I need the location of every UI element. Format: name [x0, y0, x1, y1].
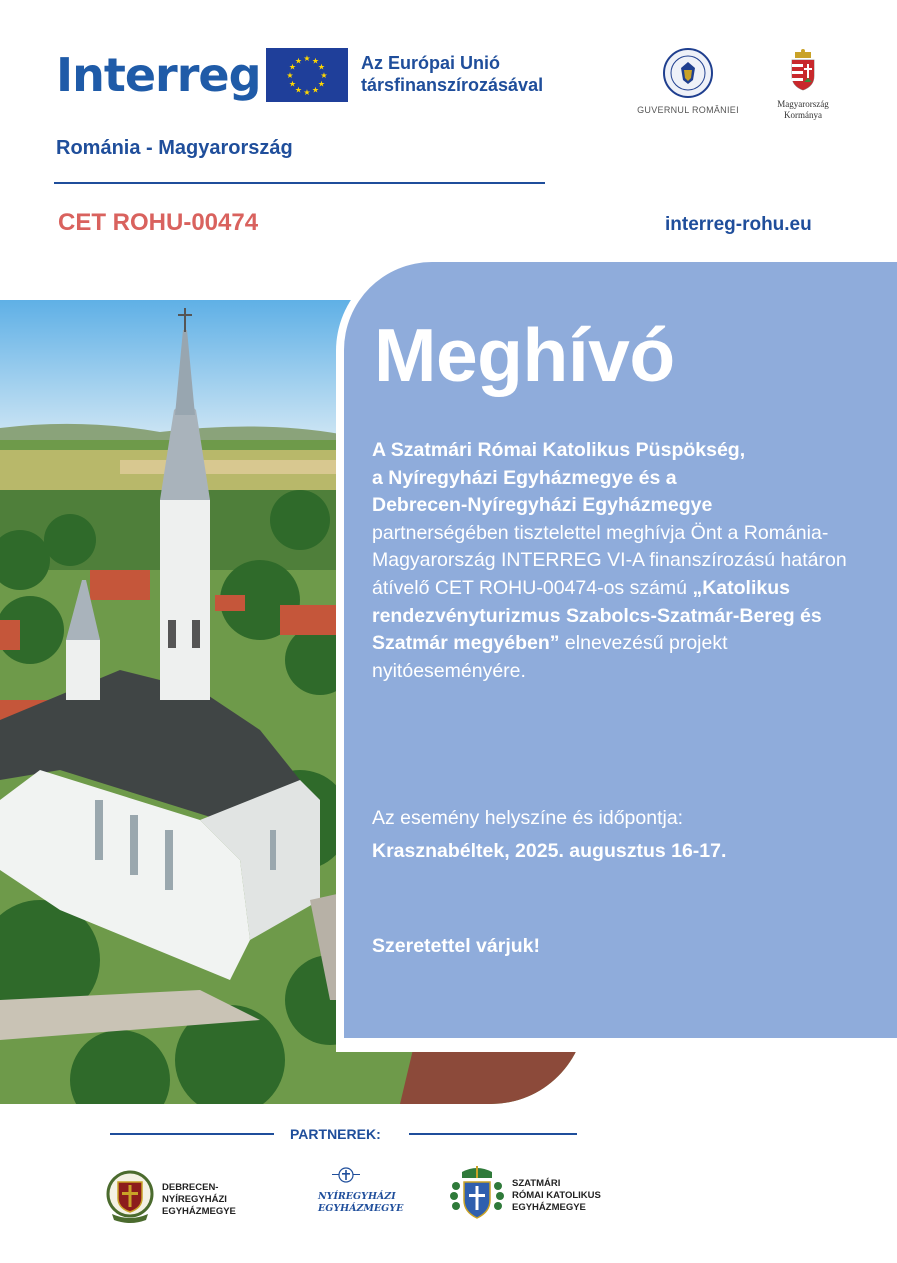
svg-text:★: ★ — [294, 85, 303, 95]
venue-label: Az esemény helyszíne és időpontja: — [372, 807, 684, 829]
partner-nyiregyhaza-line-1: NYÍREGYHÁZI — [318, 1191, 396, 1202]
gov-ro-label: GUVERNUL ROMÂNIEI — [637, 105, 739, 115]
host-line-2: a Nyíregyházi Egyházmegye és a — [372, 466, 677, 489]
gov-hu-line-1: Magyarország — [777, 99, 829, 109]
invitation-text-1: partnerségében tisztelettel meghívja Önt a Románia-Magyarország INTERREG VI-A finanszírozású határon átívelő CET ROHU-00474-os számú — [372, 521, 847, 599]
invitation-title: Meghívó — [374, 313, 675, 397]
eu-line-2: társfinanszírozásával — [361, 75, 544, 95]
partner-szatmar-line-1: SZATMÁRI — [512, 1178, 561, 1189]
host-line-1: A Szatmári Római Katolikus Püspökség, — [372, 439, 746, 461]
partners-label: PARTNEREK: — [290, 1126, 381, 1142]
header-divider — [54, 182, 545, 184]
invitation-body — [372, 437, 852, 685]
svg-text:★: ★ — [288, 62, 297, 72]
svg-text:★: ★ — [317, 62, 326, 72]
interreg-logo: Interreg — [56, 48, 261, 102]
website-link[interactable]: interreg-rohu.eu — [665, 214, 812, 235]
nyiregyhaza-emblem-icon — [331, 1166, 361, 1186]
hungarian-coat-of-arms-icon — [758, 48, 848, 97]
svg-text:★: ★ — [320, 71, 328, 80]
eu-line-1: Az Európai Unió — [361, 53, 500, 73]
svg-text:★: ★ — [311, 56, 320, 66]
svg-text:★: ★ — [286, 71, 294, 80]
romanian-government-logo — [634, 48, 742, 115]
event-details — [372, 802, 852, 868]
eu-cofinancing-text — [361, 52, 543, 96]
project-name: „Katolikus rendezvényturizmus Szabolcs-Szatmár-Bereg és Szatmár megyében” — [372, 576, 822, 655]
romanian-government-seal-icon — [663, 48, 713, 98]
partner-debrecen-line-1: DEBRECEN- — [162, 1182, 219, 1193]
svg-text:★: ★ — [317, 79, 326, 89]
venue-value: Krasznabéltek, 2025. augusztus 16-17. — [372, 840, 727, 862]
closing-line: Szeretettel várjuk! — [372, 935, 540, 957]
svg-text:★: ★ — [311, 85, 320, 95]
program-region: Románia - Magyarország — [56, 137, 293, 159]
partner-nyiregyhaza-line-2: EGYHÁZMEGYE — [318, 1203, 404, 1214]
partner-szatmar-crest-icon — [448, 1164, 506, 1229]
invitation-text-2: elnevezésű projekt nyitóeseményére. — [372, 632, 728, 682]
partner-szatmar-line-3: EGYHÁZMEGYE — [512, 1202, 586, 1213]
hungarian-government-logo — [758, 48, 848, 121]
partner-nyiregyhaza-logo — [318, 1166, 404, 1215]
partner-debrecen-line-3: EGYHÁZMEGYE — [162, 1206, 236, 1217]
svg-text:★: ★ — [303, 88, 311, 97]
svg-text:★: ★ — [303, 54, 311, 63]
partners-divider-left — [110, 1133, 274, 1135]
partners-divider-right — [409, 1133, 577, 1135]
svg-text:★: ★ — [294, 56, 303, 66]
svg-text:★: ★ — [288, 79, 297, 89]
eu-flag-icon — [266, 48, 348, 102]
partner-debrecen-crest-icon — [106, 1168, 154, 1231]
gov-hu-line-2: Kormánya — [784, 110, 822, 120]
partner-szatmar-line-2: RÓMAI KATOLIKUS — [512, 1190, 601, 1201]
project-code: CET ROHU-00474 — [58, 209, 259, 236]
partner-debrecen-line-2: NYÍREGYHÁZI — [162, 1194, 227, 1205]
gov-hu-label — [758, 99, 848, 121]
partner-debrecen-name — [162, 1182, 236, 1218]
host-line-3: Debrecen-Nyíregyházi Egyházmegye — [372, 494, 713, 517]
partner-szatmar-name — [512, 1178, 601, 1214]
